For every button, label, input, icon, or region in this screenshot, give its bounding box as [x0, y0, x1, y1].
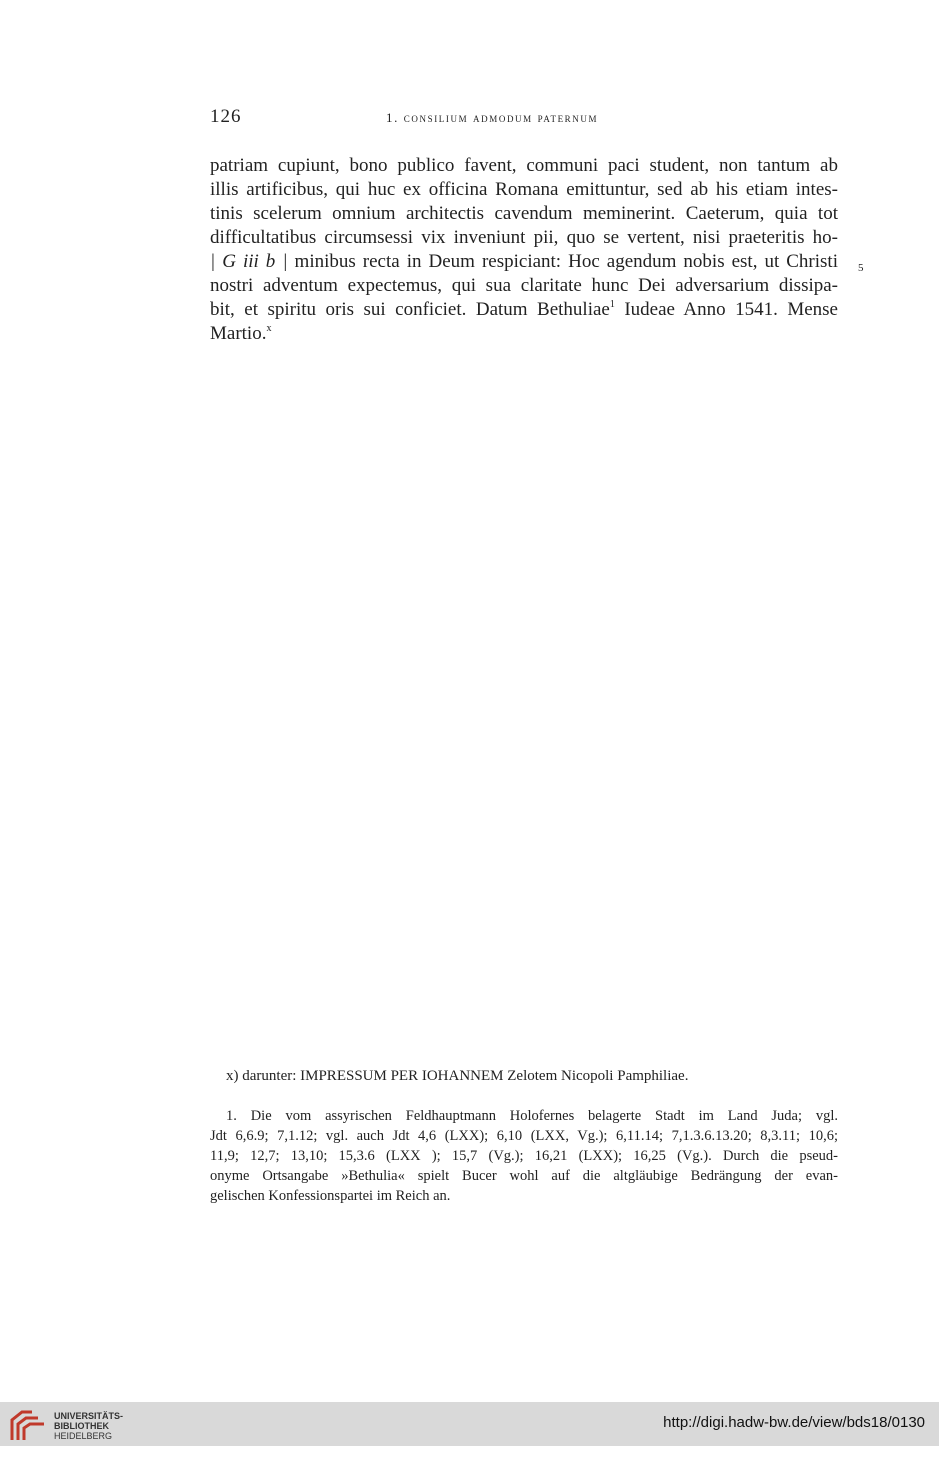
- footer-url[interactable]: http://digi.hadw-bw.de/view/bds18/0130: [663, 1414, 925, 1431]
- running-head: 1. consilium admodum paternum: [386, 110, 599, 125]
- text-line: [210, 322, 838, 346]
- library-logo-icon: [8, 1408, 48, 1442]
- footnotes: [210, 1066, 838, 1206]
- body-text: [210, 154, 838, 346]
- footnote-line: 11,9; 12,7; 13,10; 15,3.6 (LXX ); 15,7 (Vg.); 16,21 (LXX); 16,25 (Vg.). Durch die pseud-: [210, 1148, 838, 1164]
- footnote-line: 1. Die vom assyrischen Feldhauptmann Holofernes belagerte Stadt im Land Juda; vgl.: [226, 1108, 838, 1124]
- text-line: difficultatibus circumsessi vix inveniunt pii, quo se vertent, nisi praeteritis ho-: [210, 227, 838, 248]
- text-fragment: Iudeae Anno 1541. Mense: [614, 299, 838, 320]
- text-line: [210, 298, 838, 322]
- footer-bar: [0, 1402, 939, 1446]
- library-name-line: UNIVERSITÄTS-: [54, 1411, 124, 1421]
- page-number: 126: [210, 106, 242, 127]
- footnote-line: gelischen Konfessionspartei im Reich an.: [210, 1188, 451, 1204]
- library-name-line: HEIDELBERG: [54, 1431, 113, 1441]
- footnote-ref-1[interactable]: 1: [609, 299, 615, 310]
- margin-line-number: 5: [858, 262, 864, 274]
- footnote-x: x) darunter: IMPRESSUM PER IOHANNEM Zelotem Nicopoli Pamphiliae.: [226, 1068, 689, 1084]
- footnote-1: [210, 1106, 838, 1206]
- footnote-line: Jdt 6,6.9; 7,1.12; vgl. auch Jdt 4,6 (LXX); 6,10 (LXX, Vg.); 6,11.14; 7,1.3.6.13.20; 8,3.11; 10,6;: [210, 1128, 838, 1144]
- text-line: tinis scelerum omnium architectis cavendum meminerint. Caeterum, quia tot: [210, 203, 838, 224]
- text-line: [210, 250, 838, 274]
- text-fragment: bit, et spiritu oris sui conficiet. Datum Bethuliae: [210, 299, 610, 320]
- footnote-line: onyme Ortsangabe »Bethulia« spielt Bucer wohl auf die altgläubige Bedrängung der evan-: [210, 1168, 838, 1184]
- text-line: nostri adventum expectemus, qui sua claritate hunc Dei adversarium dissipa-: [210, 275, 838, 296]
- text-line: illis artificibus, qui huc ex officina Romana emittuntur, sed ab his etiam intes-: [210, 179, 838, 200]
- text-fragment: minibus recta in Deum respiciant: Hoc agendum nobis est, ut Christi: [287, 251, 838, 272]
- library-name-line: BIBLIOTHEK: [54, 1421, 109, 1431]
- text-line: patriam cupiunt, bono publico favent, communi paci student, non tantum ab: [210, 155, 838, 176]
- text-fragment: Martio.: [210, 323, 267, 344]
- footnote-ref-x[interactable]: x: [266, 323, 272, 334]
- library-name: [54, 1411, 123, 1441]
- folio-marker: | G iii b |: [210, 251, 288, 272]
